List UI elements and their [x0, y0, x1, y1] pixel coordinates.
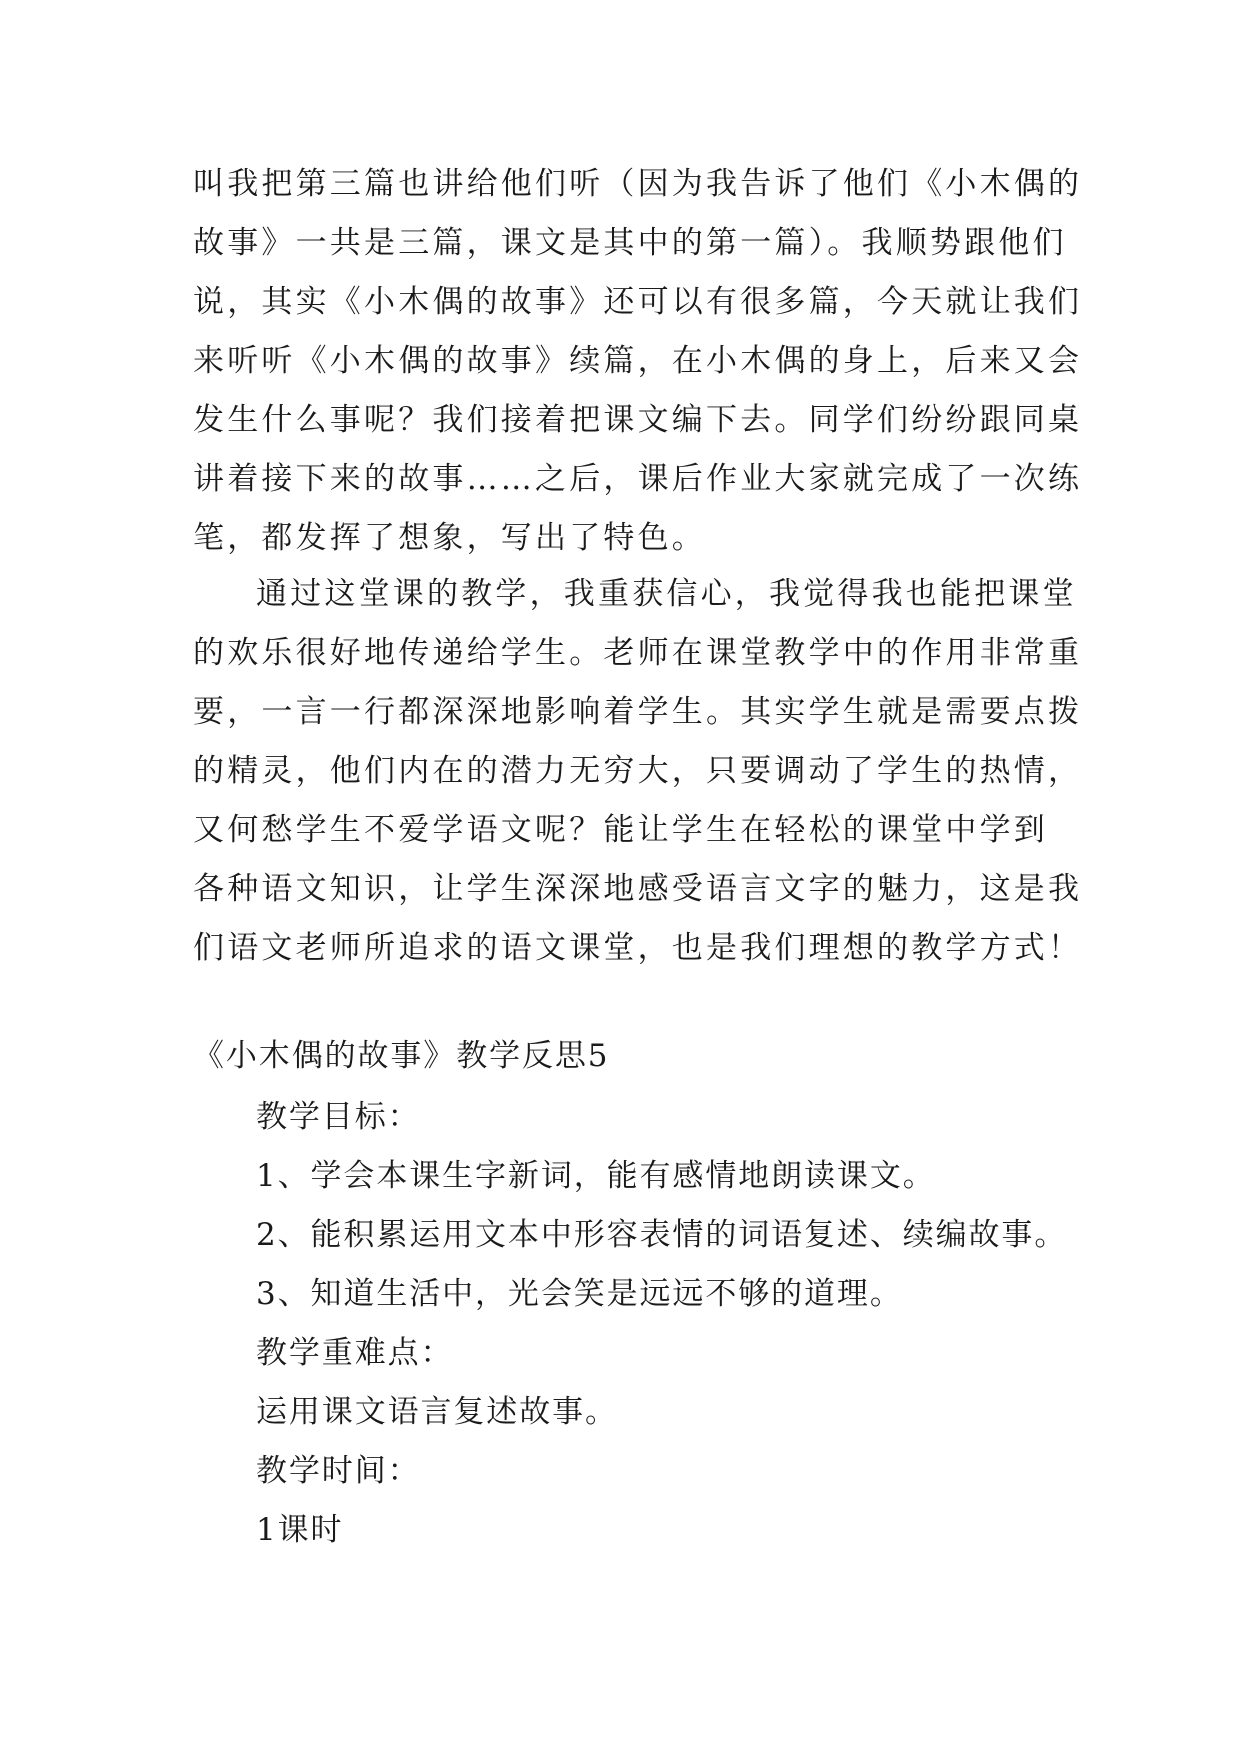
text-line: 又何愁学生不爱学语文呢？能让学生在轻松的课堂中学到 [193, 812, 1048, 848]
text-line: 讲着接下来的故事……之后，课后作业大家就完成了一次练 [193, 461, 1083, 497]
text-line: 来听听《小木偶的故事》续篇，在小木偶的身上，后来又会 [193, 343, 1083, 379]
objective-item: 2、能积累运用文本中形容表情的词语复述、续编故事。 [256, 1217, 1068, 1253]
text-line: 故事》一共是三篇，课文是其中的第一篇）。我顺势跟他们 [193, 225, 1067, 261]
paragraph-continued [193, 155, 1083, 568]
key-points-text: 运用课文语言复述故事。 [256, 1394, 618, 1430]
text-line: 笔，都发挥了想象，写出了特色。 [193, 520, 706, 556]
lesson-plan [193, 1088, 1073, 1560]
text-line: 说，其实《小木偶的故事》还可以有很多篇，今天就让我们 [193, 284, 1083, 320]
objective-item: 3、知道生活中，光会笑是远远不够的道理。 [256, 1276, 903, 1312]
paragraph-reflection [193, 565, 1083, 978]
text-line: 发生什么事呢？我们接着把课文编下去。同学们纷纷跟同桌 [193, 402, 1083, 438]
text-line: 各种语文知识，让学生深深地感受语言文字的魅力，这是我 [193, 871, 1083, 907]
key-points-label: 教学重难点： [256, 1335, 454, 1371]
text-line: 要，一言一行都深深地影响着学生。其实学生就是需要点拨 [193, 694, 1083, 730]
section-title: 《小木偶的故事》教学反思5 [193, 1038, 610, 1074]
time-label: 教学时间： [256, 1453, 421, 1489]
text-line: 的欢乐很好地传递给学生。老师在课堂教学中的作用非常重 [193, 635, 1083, 671]
text-line: 的精灵，他们内在的潜力无穷大，只要调动了学生的热情， [193, 753, 1083, 789]
time-text: 1课时 [256, 1512, 344, 1548]
objectives-label: 教学目标： [256, 1099, 421, 1135]
text-line: 叫我把第三篇也讲给他们听（因为我告诉了他们《小木偶的 [193, 166, 1083, 202]
objective-item: 1、学会本课生字新词，能有感情地朗读课文。 [256, 1158, 936, 1194]
text-line: 们语文老师所追求的语文课堂，也是我们理想的教学方式！ [193, 930, 1083, 966]
section-heading [193, 1027, 1073, 1086]
text-line: 通过这堂课的教学，我重获信心，我觉得我也能把课堂 [256, 576, 1077, 612]
